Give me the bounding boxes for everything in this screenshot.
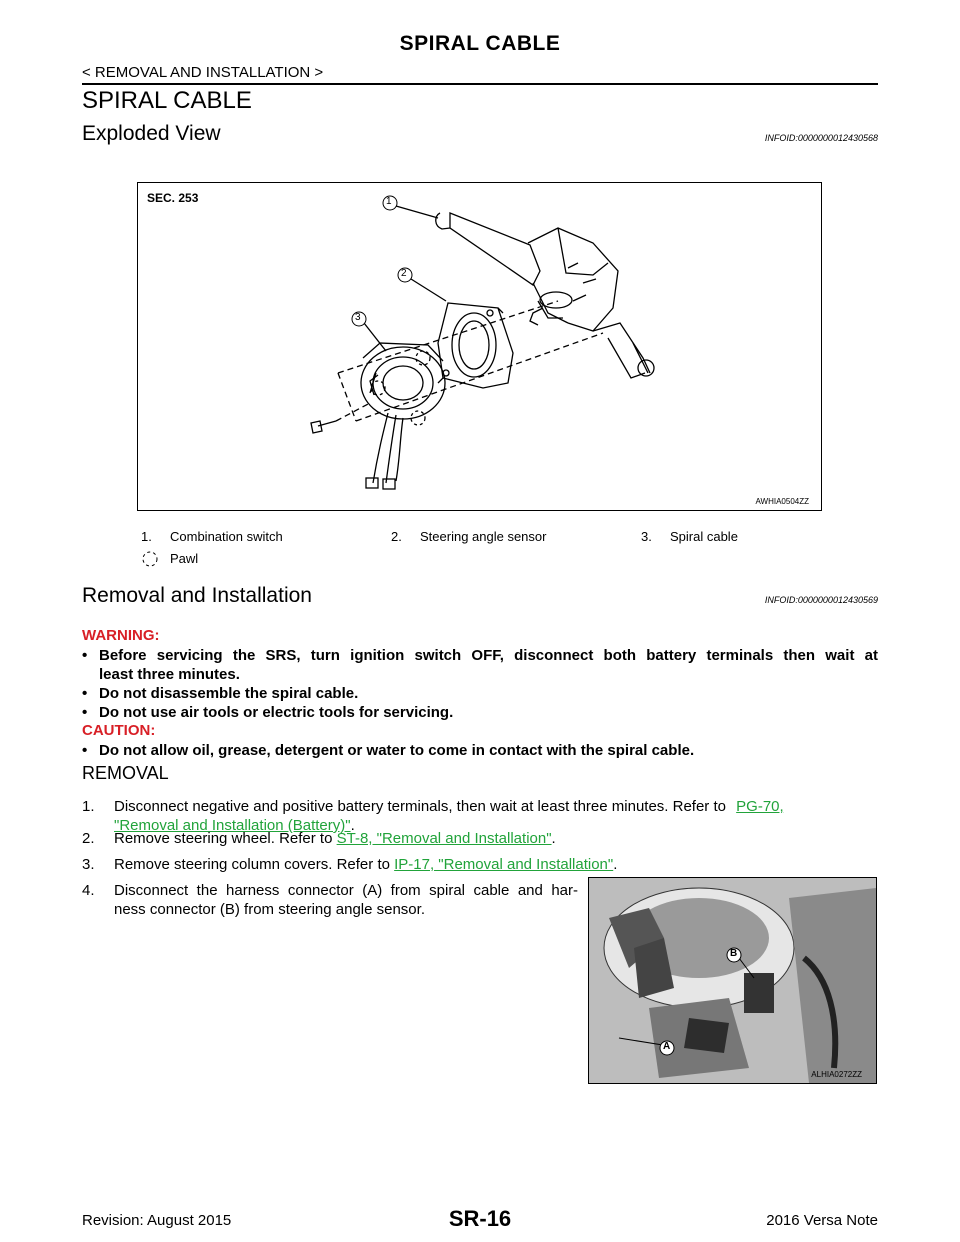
link-ip-17[interactable]: IP-17, "Removal and Installation"	[394, 856, 614, 873]
warning-item-1-line2: least three minutes.	[99, 666, 240, 683]
connector-photo	[588, 877, 877, 1084]
section-title: SPIRAL CABLE	[82, 87, 252, 114]
legend-item-2-text: Steering angle sensor	[420, 529, 547, 544]
removal-heading: REMOVAL	[82, 763, 169, 783]
steering-angle-sensor-drawing	[438, 303, 513, 388]
figure-code: AWHIA0504ZZ	[755, 497, 809, 506]
step-3-num: 3.	[82, 856, 95, 873]
page-header-title: SPIRAL CABLE	[399, 32, 561, 55]
warning-item-1-line1: Before servicing the SRS, turn ignition switch OFF, disconnect both battery terminals then wait at	[99, 647, 878, 664]
legend-item-2-num: 2.	[391, 529, 402, 544]
step-2-text: Remove steering wheel. Refer to	[114, 830, 333, 847]
step-1-num: 1.	[82, 798, 95, 815]
step-2-end: .	[551, 830, 556, 847]
link-removal-installation-battery[interactable]: "Removal and Installation (Battery)"	[114, 817, 351, 834]
step-1-end: .	[350, 817, 355, 834]
exploded-view-infoid: INFOID:0000000012430568	[764, 133, 878, 143]
footer-revision: Revision: August 2015	[82, 1212, 232, 1229]
photo-code: ALHIA0272ZZ	[811, 1070, 862, 1079]
step-2-num: 2.	[82, 830, 95, 847]
photo-label-b: B	[730, 948, 738, 959]
footer-page-number: SR-16	[448, 1206, 512, 1231]
step-4-line1: Disconnect the harness connector (A) from spiral cable and har-	[114, 882, 578, 899]
callout-3: 3	[355, 312, 361, 323]
figure-section-label: SEC. 253	[147, 191, 199, 205]
exploded-view-figure	[137, 182, 822, 511]
exploded-drawing	[138, 183, 821, 510]
caution-item-1: Do not allow oil, grease, detergent or water to come in contact with the spiral cable.	[99, 742, 695, 759]
step-3-line	[114, 855, 617, 874]
removal-installation-heading: Removal and Installation	[82, 584, 312, 607]
link-st-8[interactable]: ST-8, "Removal and Installation"	[336, 830, 552, 847]
breadcrumb: < REMOVAL AND INSTALLATION >	[82, 64, 324, 81]
removal-installation-infoid: INFOID:0000000012430569	[764, 595, 878, 605]
step-3-text: Remove steering column covers. Refer to	[114, 856, 390, 873]
connector-photo-drawing	[589, 878, 876, 1083]
legend-item-1-num: 1.	[141, 529, 152, 544]
exploded-view-heading: Exploded View	[82, 122, 221, 145]
link-pg-70[interactable]: PG-70,	[736, 798, 784, 815]
callout-circles	[352, 196, 412, 326]
caution-bullet-1: •	[82, 742, 88, 759]
footer-model: 2016 Versa Note	[766, 1212, 878, 1229]
warning-bullet-2: •	[82, 685, 88, 702]
legend-item-3-num: 3.	[641, 529, 652, 544]
pawl-symbol-icon	[141, 550, 159, 568]
warning-item-2: Do not disassemble the spiral cable.	[99, 685, 359, 702]
warning-item-3: Do not use air tools or electric tools for servicing.	[99, 704, 454, 721]
warning-bullet-3: •	[82, 704, 88, 721]
header-rule	[82, 83, 878, 85]
caution-label: CAUTION:	[82, 722, 156, 739]
photo-label-a: A	[663, 1041, 671, 1052]
step-3-end: .	[613, 856, 618, 873]
callout-1: 1	[386, 196, 392, 207]
legend-item-1-text: Combination switch	[170, 529, 283, 544]
step-4-num: 4.	[82, 882, 95, 899]
spiral-cable-drawing	[361, 343, 445, 489]
legend-item-3-text: Spiral cable	[670, 529, 738, 544]
warning-bullet-1: •	[82, 647, 88, 664]
legend-pawl-text: Pawl	[170, 551, 199, 566]
step-1-line1	[114, 797, 878, 816]
screw-drawing	[311, 421, 336, 433]
step-2-line	[114, 829, 556, 848]
warning-label: WARNING:	[82, 627, 160, 644]
callout-2: 2	[401, 268, 407, 279]
step-1-text: Disconnect negative and positive battery terminals, then wait at least three minutes. Refer to	[114, 798, 726, 815]
step-4-line2: ness connector (B) from steering angle sensor.	[114, 901, 425, 918]
